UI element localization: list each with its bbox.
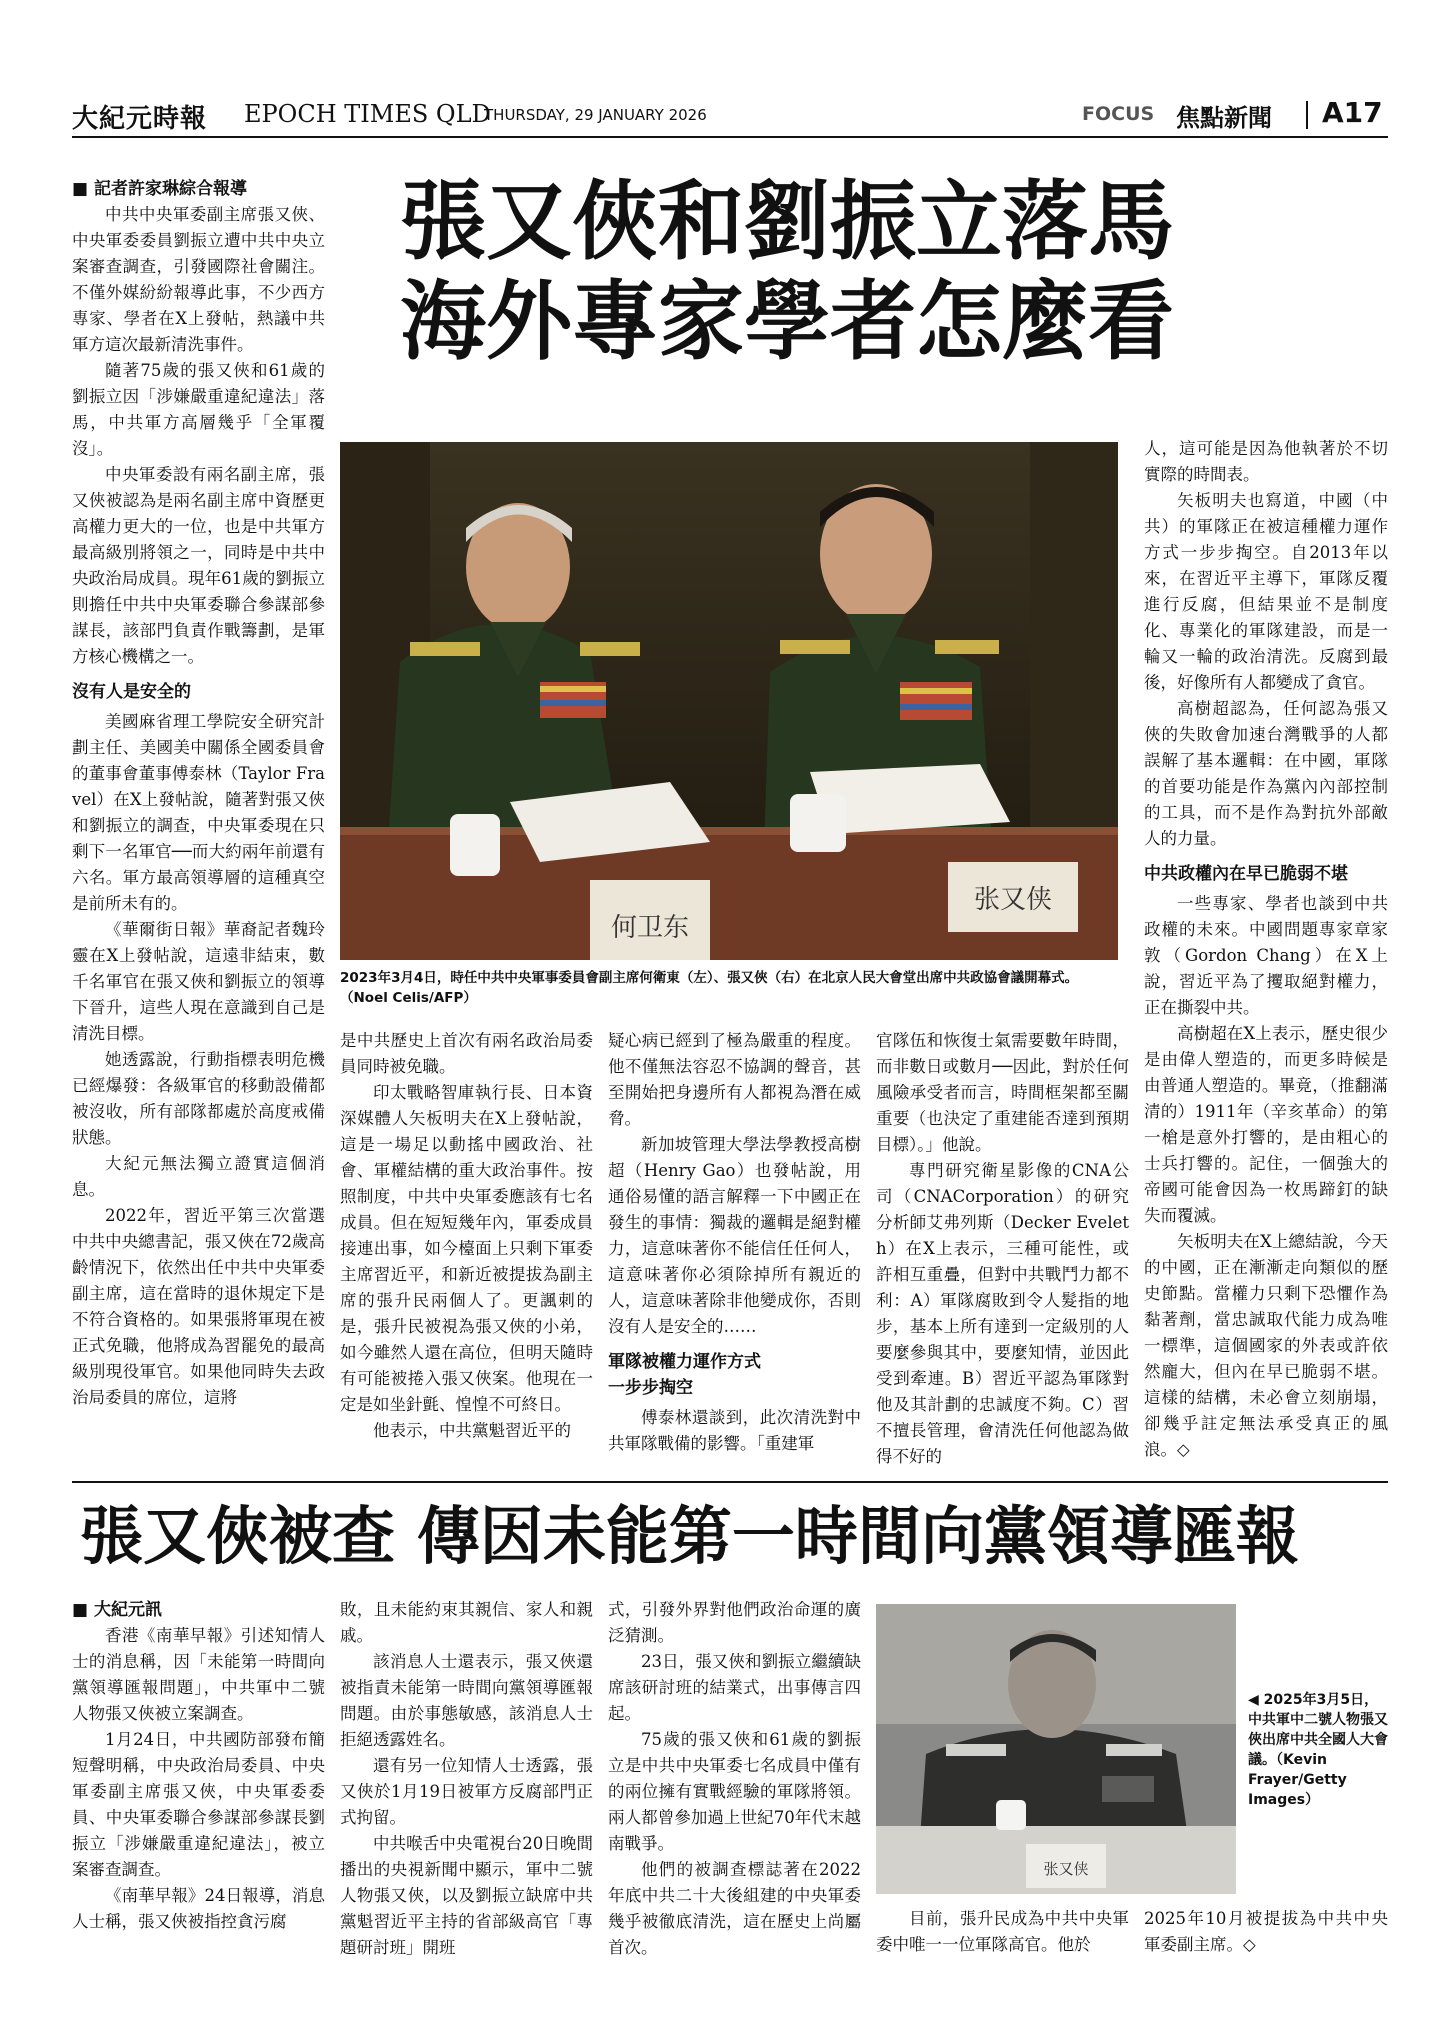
- story-divider: [72, 1481, 1388, 1483]
- story2-byline: ■ 大紀元訊: [72, 1600, 162, 1620]
- story1-headline: [400, 172, 1340, 372]
- paragraph: 高樹超在X上表示，歷史很少是由偉人塑造的，而更多時候是由普通人塑造的。畢竟，（推翻滿清的）1911年（辛亥革命）的第一槍是意外打響的，是由粗心的士兵打響的。記住，一個強大的帝國可能會因為一枚馬蹄釘的缺失而覆滅。: [1144, 1024, 1388, 1225]
- paragraph: 他們的被調查標誌著在2022年底中共二十大後組建的中央軍委幾乎被徹底清洗，這在歷史上尚屬首次。: [608, 1860, 861, 1957]
- paragraph: 式，引發外界對他們政治命運的廣泛猜測。: [608, 1600, 861, 1645]
- paragraph: 隨著75歲的張又俠和61歲的劉振立因「涉嫌嚴重違紀違法」落馬，中共軍方高層幾乎「全軍覆沒」。: [72, 361, 325, 458]
- paragraph: 美國麻省理工學院安全研究計劃主任、美國美中關係全國委員會的董事會董事傅泰林（Taylor Fravel）在X上發帖說，隨著對張又俠和劉振立的調查，中央軍委現在只剩下一名軍官──而大約兩年前還有六名。軍方最高領導層的這種真空是前所未有的。: [72, 712, 325, 913]
- paragraph: 新加坡管理大學法學教授高樹超（Henry Gao）也發帖說，用通俗易懂的語言解釋一下中國正在發生的事情：獨裁的邏輯是絕對權力，這意味著你不能信任任何人，這意味著你必須除掉所有親近的人，這意味著除非他變成你，否則沒有人是安全的……: [608, 1135, 861, 1336]
- story1-headline-line2: 海外專家學者怎麼看: [400, 271, 1174, 372]
- story2-photo: [876, 1604, 1236, 1894]
- subheading-regime-fragile: 中共政權內在早已脆弱不堪: [1144, 864, 1348, 884]
- nameplate-left-text: 何卫东: [610, 913, 690, 943]
- section-label-zh: 焦點新聞: [1176, 104, 1272, 132]
- story1-column-2: [340, 1028, 593, 1470]
- paragraph: 敗，且未能約束其親信、家人和親戚。: [340, 1600, 593, 1645]
- header-rule: [72, 136, 1388, 138]
- section-label-en: FOCUS: [1082, 103, 1155, 125]
- page-number: A17: [1322, 96, 1383, 129]
- story1-column-4: [876, 1028, 1129, 1470]
- story2-column-3: [608, 1597, 861, 2011]
- paragraph: 傅泰林還談到，此次清洗對中共軍隊戰備的影響。「重建軍: [608, 1408, 861, 1453]
- paragraph: 目前，張升民成為中共中央軍委中唯一一位軍隊高官。他於: [876, 1909, 1129, 1954]
- subheading-nobody-safe: 沒有人是安全的: [72, 682, 191, 702]
- paragraph: 1月24日，中共國防部發布簡短聲明稱，中央政治局委員、中央軍委副主席張又俠，中央軍委委員、中央軍委聯合參謀部參謀長劉振立「涉嫌嚴重違紀違法」，被立案審查調查。: [72, 1730, 325, 1879]
- issue-date: THURSDAY, 29 JANUARY 2026: [484, 106, 707, 124]
- subheading-line: 軍隊被權力運作方式: [608, 1352, 761, 1372]
- story2-column-1: [72, 1597, 325, 2011]
- story2-column-5: [1144, 1906, 1388, 2016]
- paragraph: 中共喉舌中央電視台20日晚間播出的央視新聞中顯示，軍中二號人物張又俠，以及劉振立缺席中共黨魁習近平主持的省部級高官「專題研討班」開班: [340, 1834, 593, 1957]
- header-separator: [1306, 101, 1308, 129]
- masthead-logo: 大紀元時報: [72, 104, 208, 134]
- paragraph: 矢板明夫在X上總結說，今天的中國，正在漸漸走向類似的歷史節點。當權力只剩下恐懼作為黏著劑，當忠誠取代能力成為唯一標準，這個國家的外表或許依然龐大，但內在早已脆弱不堪。這樣的結構，未必會立刻崩塌，卻幾乎註定無法承受真正的風浪。◇: [1144, 1232, 1388, 1459]
- paragraph: 2025年10月被提拔為中共中央軍委副主席。◇: [1144, 1909, 1388, 1954]
- subheading-line: 一步步掏空: [608, 1378, 693, 1398]
- paragraph: 《南華早報》24日報導，消息人士稱，張又俠被指控貪污腐: [72, 1886, 325, 1931]
- story2-headline: 張又俠被查 傳因未能第一時間向黨領導匯報: [80, 1500, 1299, 1573]
- paragraph: 印太戰略智庫執行長、日本資深媒體人矢板明夫在X上發帖說，這是一場足以動搖中國政治、社會、軍權結構的重大政治事件。按照制度，中共中央軍委應該有七名成員。但在短短幾年內，軍委成員接連出事，如今檯面上只剩下軍委主席習近平，和新近被提拔為副主席的張升民兩個人了。更諷刺的是，張升民被視為張又俠的小弟，如今雖然人還在高位，但明天隨時有可能被捲入張又俠案。他現在一定是如坐針氈、惶惶不可終日。: [340, 1083, 593, 1414]
- story1-main-photo: [340, 442, 1118, 960]
- paragraph: 一些專家、學者也談到中共政權的未來。中國問題專家章家敦（Gordon Chang）在X上說，習近平為了攫取絕對權力，正在撕裂中共。: [1144, 894, 1388, 1017]
- paragraph: 23日，張又俠和劉振立繼續缺席該研討班的結業式，出事傳言四起。: [608, 1652, 861, 1723]
- paragraph: 專門研究衛星影像的CNA公司（CNACorporation）的研究分析師艾弗列斯（Decker Eveleth）在X上表示，三種可能性，或許相互重疊，但對中共戰鬥力都不利：A）軍隊腐敗到令人髮指的地步，基本上所有達到一定級別的人要麼參與其中，要麼知情，並因此受到牽連。B）習近平認為軍隊對他及其計劃的忠誠度不夠。C）習不擅長管理，會清洗任何他認為做得不好的: [876, 1161, 1129, 1466]
- edition-name: EPOCH TIMES QLD: [244, 100, 491, 128]
- photo-zhang-youxia-npc: [876, 1604, 1236, 1894]
- paragraph: 中共中央軍委副主席張又俠、中央軍委委員劉振立遭中共中央立案審查調查，引發國際社會關注。不僅外媒紛紛報導此事，不少西方專家、學者在X上發帖，熱議中共軍方這次最新清洗事件。: [72, 205, 325, 354]
- story1-photo-caption: 2023年3月4日，時任中共中央軍事委員會副主席何衛東（左）、張又俠（右）在北京人民大會堂出席中共政協會議開幕式。（Noel Celis/AFP）: [340, 970, 1079, 1006]
- paragraph: 2022年，習近平第三次當選中共中央總書記，張又俠在72歲高齡情況下，依然出任中共中央軍委副主席，這在當時的退休規定下是不符合資格的。如果張將軍現在被正式免職，他將成為習罷免的最高級別現役軍官。如果他同時失去政治局委員的席位，這將: [72, 1206, 325, 1407]
- nameplate-right-text: 张又侠: [973, 885, 1053, 915]
- story1-byline: ■ 記者許家琳綜合報導: [72, 179, 247, 199]
- paragraph: 人，這可能是因為他執著於不切實際的時間表。: [1144, 439, 1388, 484]
- paragraph: 還有另一位知情人士透露，張又俠於1月19日被軍方反腐部門正式拘留。: [340, 1756, 593, 1827]
- paragraph: 大紀元無法獨立證實這個消息。: [72, 1154, 325, 1199]
- paragraph: 矢板明夫也寫道，中國（中共）的軍隊正在被這種權力運作方式一步步掏空。自2013年以來，在習近平主導下，軍隊反覆進行反腐，但結果並不是制度化、專業化的軍隊建設，而是一輪又一輪的政治清洗。反腐到最後，好像所有人都變成了貪官。: [1144, 491, 1388, 692]
- paragraph: 香港《南華早報》引述知情人士的消息稱，因「未能第一時間向黨領導匯報問題」，中共軍中二號人物張又俠被立案調查。: [72, 1626, 325, 1723]
- paragraph: 他表示，中共黨魁習近平的: [373, 1421, 571, 1440]
- paragraph: 官隊伍和恢復士氣需要數年時間，而非數日或數月──因此，對於任何風險承受者而言，時間框架都至關重要（也決定了重建能否達到預期目標）。」他說。: [876, 1031, 1129, 1154]
- paragraph: 是中共歷史上首次有兩名政治局委員同時被免職。: [340, 1031, 593, 1076]
- story1-headline-line1: 張又俠和劉振立落馬: [400, 171, 1174, 272]
- story2-column-2: [340, 1597, 593, 2011]
- paragraph: 高樹超認為，任何認為張又俠的失敗會加速台灣戰爭的人都誤解了基本邏輯：在中國，軍隊的首要功能是作為黨內內部控制的工具，而不是作為對抗外部敵人的力量。: [1144, 699, 1388, 848]
- story1-column-1: [72, 176, 325, 1466]
- story2-column-4: [876, 1906, 1129, 2016]
- story1-column-3: [608, 1028, 861, 1470]
- story2-photo-caption: ◀ 2025年3月5日，中共軍中二號人物張又俠出席中共全國人大會議。（Kevin Frayer/Getty Images）: [1248, 1692, 1388, 1808]
- paragraph: 該消息人士還表示，張又俠還被指責未能第一時間向黨領導匯報問題。由於事態敏感，該消息人士拒絕透露姓名。: [340, 1652, 593, 1749]
- paragraph: 中央軍委設有兩名副主席，張又俠被認為是兩名副主席中資歷更高權力更大的一位，也是中共軍方最高級別將領之一，同時是中共中央政治局成員。現年61歲的劉振立則擔任中共中央軍委聯合參謀部參謀長，該部門負責作戰籌劃，是軍方核心機構之一。: [72, 465, 325, 666]
- paragraph: 75歲的張又俠和61歲的劉振立是中共中央軍委七名成員中僅有的兩位擁有實戰經驗的軍隊將領。兩人都曾參加過上世紀70年代末越南戰爭。: [608, 1730, 861, 1853]
- subheading-army-hollowed: [608, 1349, 861, 1401]
- paragraph: 疑心病已經到了極為嚴重的程度。他不僅無法容忍不協調的聲音，甚至開始把身邊所有人都視為潛在威脅。: [608, 1031, 861, 1128]
- nameplate-text: 张又侠: [1043, 1860, 1089, 1878]
- masthead: [72, 98, 207, 135]
- story1-column-5: [1144, 436, 1388, 1470]
- paragraph: 《華爾街日報》華裔記者魏玲靈在X上發帖說，這遠非結束，數千名軍官在張又俠和劉振立的領導下晉升，這些人現在意識到自己是清洗目標。: [72, 920, 325, 1043]
- photo-generals-at-meeting: [340, 442, 1118, 960]
- paragraph: 她透露說，行動指標表明危機已經爆發：各級軍官的移動設備都被沒收，所有部隊都處於高度戒備狀態。: [72, 1050, 325, 1147]
